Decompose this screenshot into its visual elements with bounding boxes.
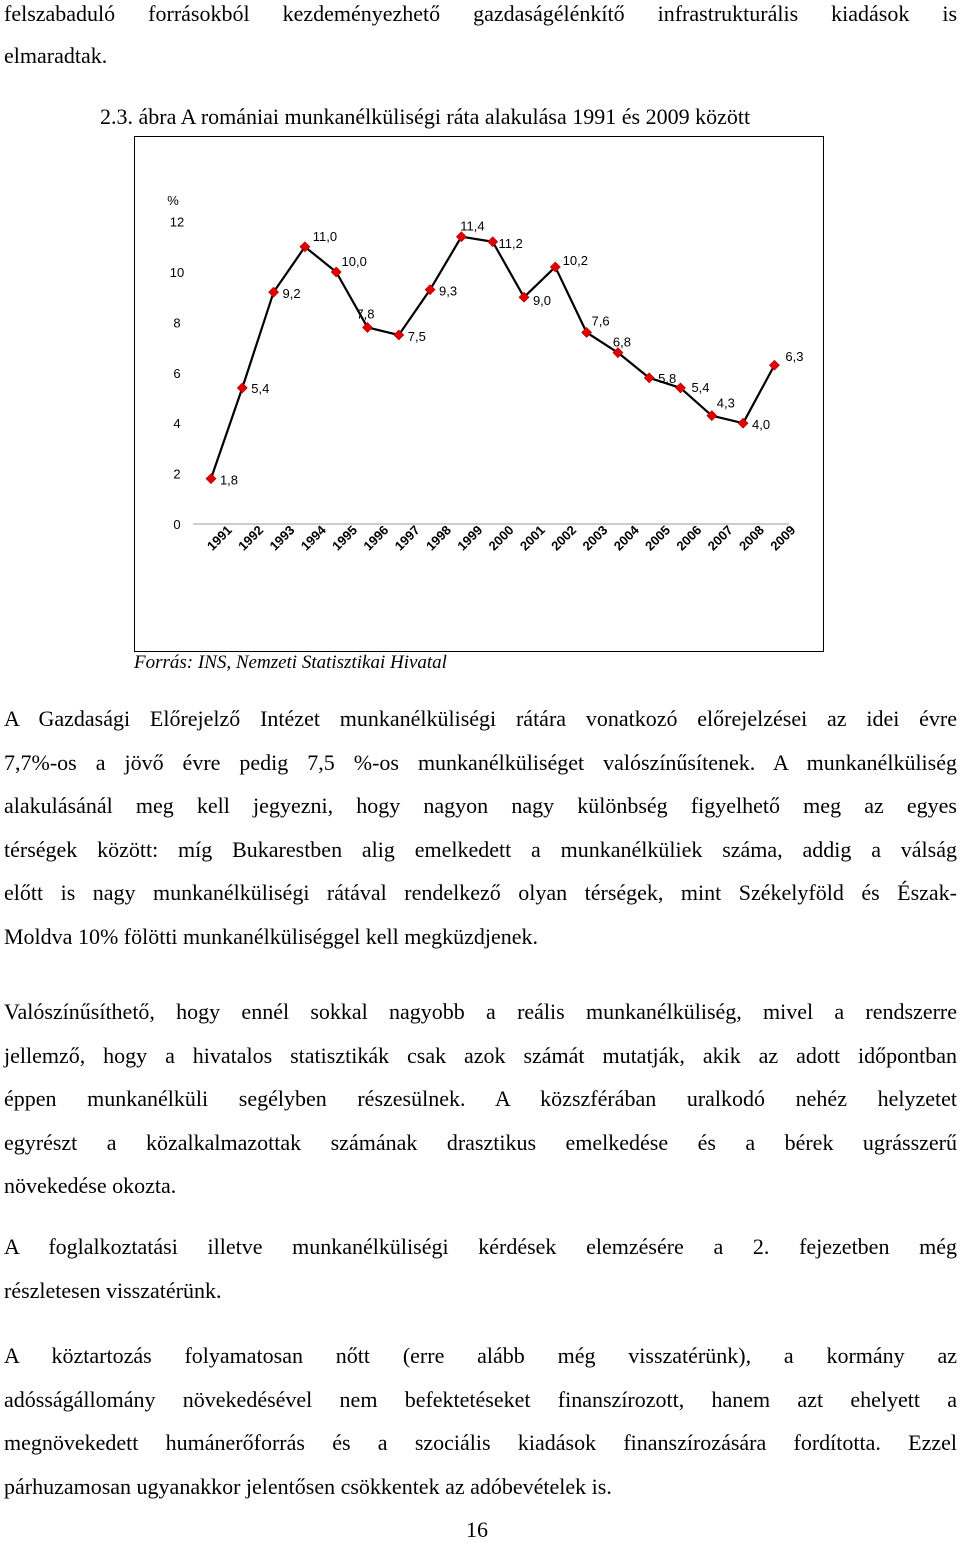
y-tick-label: 0 [173,517,181,532]
data-label: 11,2 [498,235,523,251]
y-tick-label: 12 [169,214,185,230]
y-tick-label: 6 [173,365,181,381]
data-label: 4,0 [752,417,771,433]
data-label: 7,8 [356,306,375,322]
x-tick-label: 1991 [203,522,235,554]
paragraph-4-line-4: párhuzamosan ugyanakkor jelentősen csökkentek az adóbevételek is. [4,1473,612,1499]
page-number: 16 [466,1517,488,1542]
figure-source: Forrás: INS, Nemzeti Statisztikai Hivatal [134,652,447,673]
x-tick-label: 1995 [329,522,361,554]
data-label: 10,0 [341,254,367,269]
y-tick-label: 4 [173,416,181,432]
x-tick-label: 2002 [548,522,580,554]
data-label: 5,4 [251,380,270,396]
x-tick-label: 1992 [235,522,267,554]
data-label: 1,8 [219,472,239,488]
x-tick-label: 1999 [454,522,486,554]
intro-line-1: felszabaduló forrásokból kezdeményezhető gazdaságélénkítő infrastrukturális kiadások is [4,1,957,26]
paragraph-1-line-2: 7,7%-os a jövő évre pedig 7,5 %-os munkanélküliséget valószínűsítenek. A munkanélküliség [4,749,957,775]
y-tick-label: 2 [173,466,181,482]
paragraph-2-line-1: Valószínűsíthető, hogy ennél sokkal nagyobb a reális munkanélküliség, mivel a rendszerre [4,999,957,1024]
y-tick-label: 8 [173,315,181,331]
x-tick-label: 1997 [391,522,423,554]
data-label: 11,0 [312,228,338,244]
figure-title: 2.3. ábra A romániai munkanélküliségi ráta alakulása 1991 és 2009 között [100,104,751,129]
data-label: 11,4 [460,218,485,234]
data-label: 7,5 [407,329,426,344]
series-line [211,237,774,479]
data-label: 9,0 [532,293,552,309]
paragraph-1-line-5: előtt is nagy munkanélküliségi rátával rendelkező olyan térségek, mint Székelyföld és Észak- [4,880,957,905]
data-point [488,237,498,247]
chart-frame [134,136,824,652]
paragraph-4-line-3: megnövekedett humánerőforrás és a szociális kiadások finanszírozására fordította. Ezzel [4,1430,957,1455]
y-tick-label: 10 [169,265,185,280]
x-tick-label: 2000 [485,522,517,554]
paragraph-2-line-5: növekedése okozta. [4,1173,177,1198]
x-tick-label: 1996 [360,522,392,554]
x-tick-label: 2006 [673,522,705,554]
data-label: 9,2 [282,286,301,302]
x-tick-label: 2005 [642,522,674,554]
intro-line-2: elmaradtak. [4,43,108,68]
x-tick-label: 1998 [422,522,455,554]
data-point [206,474,216,484]
x-tick-label: 2004 [610,522,642,554]
x-tick-label: 2009 [767,522,799,554]
paragraph-2-line-3: éppen munkanélküli segélyben részesülnek. A közszférában uralkodó nehéz helyzetet [4,1086,957,1111]
x-tick-label: 2007 [704,522,736,554]
unemployment-line-chart [135,137,823,651]
x-tick-label: 1994 [297,522,329,554]
paragraph-3-line-1: A foglalkoztatási illetve munkanélküliségi kérdések elemzésére a 2. fejezetben még [4,1234,957,1259]
data-label: 6,3 [785,349,804,365]
paragraph-1-line-1: A Gazdasági Előrejelző Intézet munkanélküliségi rátára vonatkozó előrejelzései az idei évre [4,706,957,731]
paragraph-1-line-6: Moldva 10% fölötti munkanélküliséggel kell megküzdjenek. [4,923,538,949]
x-tick-label: 2003 [579,522,611,554]
paragraph-1-line-3: alakulásánál meg kell jegyezni, hogy nagyon nagy különbség figyelhető meg az egyes [4,793,957,818]
paragraph-2-line-2: jellemző, hogy a hivatalos statisztikák csak azok számát mutatják, akik az adott időpontban [4,1042,957,1068]
paragraph-4-line-2: adósságállomány növekedésével nem befektetéseket finanszírozott, hanem azt ehelyett a [4,1386,957,1412]
data-point [769,360,779,370]
paragraph-2-line-4: egyrészt a közalkalmazottak számának drasztikus emelkedése és a bérek ugrásszerű [4,1129,957,1155]
data-point [237,383,247,393]
paragraph-3-line-2: részletesen visszatérünk. [4,1277,222,1303]
y-axis-unit: % [167,193,179,208]
data-label: 9,3 [439,283,458,299]
paragraph-1-line-4: térségek között: míg Bukarestben alig emelkedett a munkanélküliek száma, addig a válság [4,836,957,862]
paragraph-4-line-1: A köztartozás folyamatosan nőtt (erre alább még visszatérünk), a kormány az [4,1343,957,1368]
data-label: 5,4 [691,379,710,395]
data-label: 7,6 [591,313,610,329]
x-tick-label: 1993 [266,522,298,554]
x-tick-label: 2008 [735,522,768,554]
data-point [363,322,373,332]
x-tick-label: 2001 [516,522,548,554]
data-label: 10,2 [562,252,588,268]
data-label: 4,3 [716,395,735,411]
data-label: 6,8 [612,334,631,350]
data-point [738,418,748,428]
data-label: 5,8 [658,370,677,386]
